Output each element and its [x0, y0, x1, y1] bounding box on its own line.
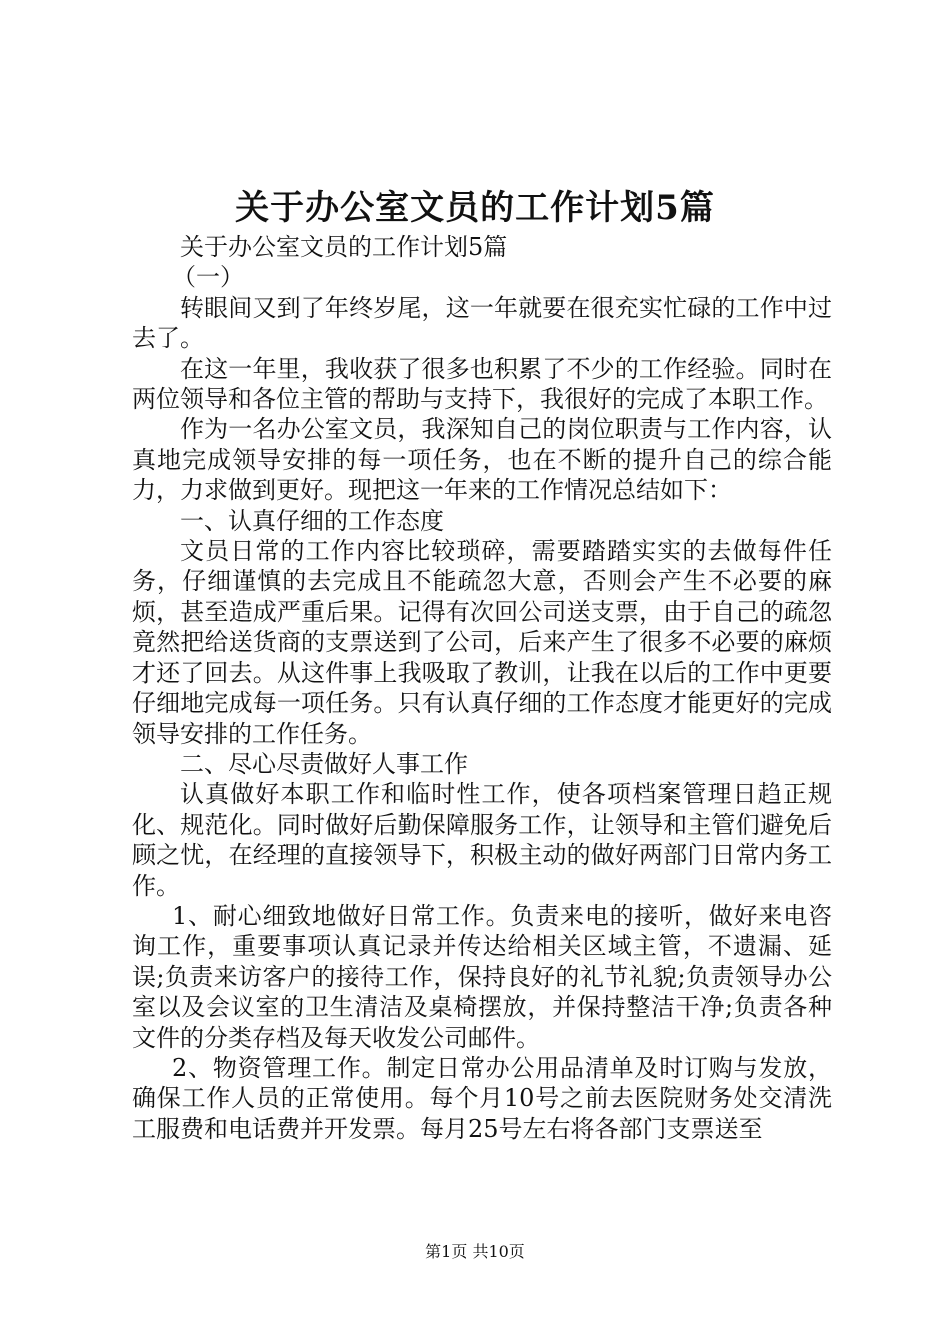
paragraph: 转眼间又到了年终岁尾，这一年就要在很充实忙碌的工作中过去了。 [132, 293, 832, 353]
paragraph: 文员日常的工作内容比较琐碎，需要踏踏实实的去做每件任务，仔细谨慎的去完成且不能疏忽大意，否则会产生不必要的麻烦，甚至造成严重后果。记得有次回公司送支票，由于自己的疏忽竟然把给送货商的支票送到了公司，后来产生了很多不必要的麻烦才还了回去。从这件事上我吸取了教训，让我在以后的工作中更要仔细地完成每一项任务。只有认真仔细的工作态度才能更好的完成领导安排的工作任务。 [132, 537, 832, 748]
section-heading: 二、尽心尽责做好人事工作 [180, 749, 468, 778]
document-title: 关于办公室文员的工作计划5篇 [235, 188, 715, 228]
paragraph: 2、物资管理工作。制定日常办公用品清单及时订购与发放，确保工作人员的正常使用。每个月10号之前去医院财务处交清洗工服费和电话费并开发票。每月25号左右将各部门支票送至 [132, 1053, 832, 1143]
page-footer: 第1页 共10页 [425, 1242, 525, 1261]
paragraph: 作为一名办公室文员，我深知自己的岗位职责与工作内容，认真地完成领导安排的每一项任务，也在不断的提升自己的综合能力，力求做到更好。现把这一年来的工作情况总结如下： [132, 415, 832, 505]
paragraph-subtitle: 关于办公室文员的工作计划5篇 [180, 233, 508, 261]
paragraph: 认真做好本职工作和临时性工作，使各项档案管理日趋正规化、规范化。同时做好后勤保障服务工作，让领导和主管们避免后顾之忧，在经理的直接领导下，积极主动的做好两部门日常内务工作。 [132, 780, 832, 900]
paragraph: 在这一年里，我收获了很多也积累了不少的工作经验。同时在两位领导和各位主管的帮助与支持下，我很好的完成了本职工作。 [132, 354, 832, 414]
document-body [132, 232, 832, 1144]
section-heading: 一、认真仔细的工作态度 [180, 506, 444, 535]
paragraph: 1、耐心细致地做好日常工作。负责来电的接听，做好来电咨询工作，重要事项认真记录并传达给相关区域主管，不遗漏、延误;负责来访客户的接待工作，保持良好的礼节礼貌;负责领导办公室以及会议室的卫生清洁及桌椅摆放，并保持整洁干净;负责各种文件的分类存档及每天收发公司邮件。 [132, 901, 832, 1052]
paragraph-section-number: （一） [172, 263, 244, 292]
